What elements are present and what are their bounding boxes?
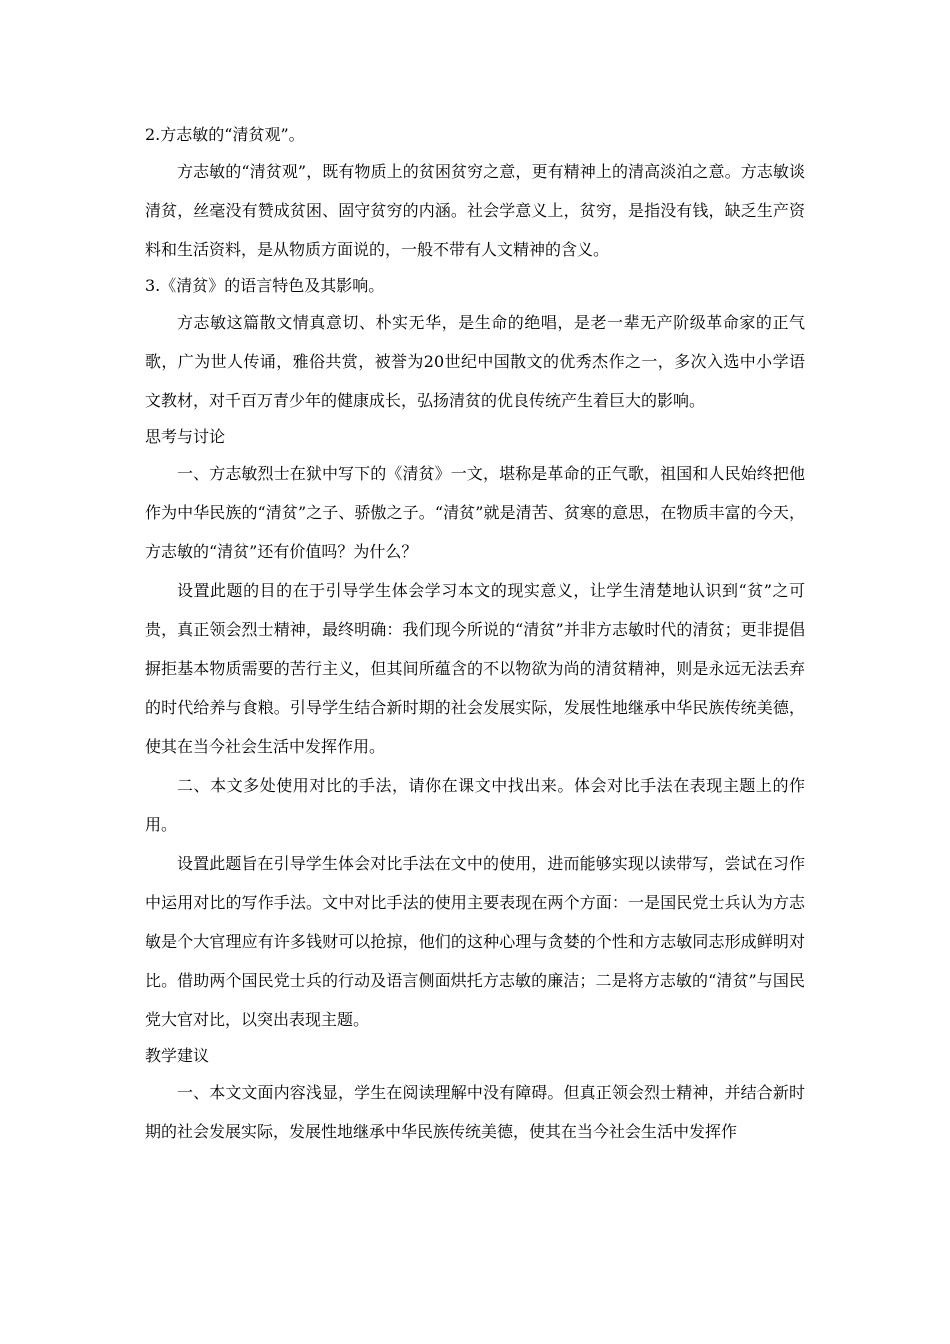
teaching-suggestions-heading: 教学建议 bbox=[145, 1046, 210, 1065]
document-page bbox=[145, 118, 805, 1151]
discussion-answer-2: 设置此题旨在引导学生体会对比手法在文中的使用，进而能够实现以读带写，尝试在习作中运用对比的写作手法。文中对比手法的使用主要表现在两个方面：一是国民党士兵认为方志敏是个大官理应有许多钱财可以抢掠，他们的这种心理与贪婪的个性和方志敏同志形成鲜明对比。借助两个国民党士兵的行动及语言侧面烘托方志敏的廉洁；二是将方志敏的“清贫”与国民党大官对比，以突出表现主题。 bbox=[145, 854, 805, 1029]
section-2-paragraph: 方志敏的“清贫观”，既有物质上的贫困贫穷之意，更有精神上的清高淡泊之意。方志敏谈清贫，丝毫没有赞成贫困、固守贫穷的内涵。社会学意义上，贫穷，是指没有钱，缺乏生产资料和生活资料，是从物质方面说的，一般不带有人文精神的含义。 bbox=[145, 162, 805, 259]
teaching-suggestion-1: 一、本文文面内容浅显，学生在阅读理解中没有障碍。但真正领会烈士精神，并结合新时期的社会发展实际，发展性地继承中华民族传统美德，使其在当今社会生活中发挥作 bbox=[145, 1083, 805, 1141]
section-2-heading: 2.方志敏的“清贫观”。 bbox=[145, 125, 305, 144]
discussion-answer-1: 设置此题的目的在于引导学生体会学习本文的现实意义，让学生清楚地认识到“贫”之可贵，真正领会烈士精神，最终明确：我们现今所说的“清贫”并非方志敏时代的清贫；更非提倡摒拒基本物质需要的苦行主义，但其间所蕴含的不以物欲为尚的清贫精神，则是永远无法丢弃的时代给养与食粮。引导学生结合新时期的社会发展实际，发展性地继承中华民族传统美德，使其在当今社会生活中发挥作用。 bbox=[145, 581, 805, 756]
discussion-heading: 思考与讨论 bbox=[145, 427, 226, 446]
discussion-question-1: 一、方志敏烈士在狱中写下的《清贫》一文，堪称是革命的正气歌，祖国和人民始终把他作为中华民族的“清贫”之子、骄傲之子。“清贫”就是清苦、贫寒的意思，在物质丰富的今天，方志敏的“清贫”还有价值吗？为什么？ bbox=[145, 464, 805, 561]
discussion-question-2: 二、本文多处使用对比的手法，请你在课文中找出来。体会对比手法在表现主题上的作用。 bbox=[145, 776, 805, 834]
section-3-heading: 3.《清贫》的语言特色及其影响。 bbox=[145, 276, 385, 295]
section-3-paragraph: 方志敏这篇散文情真意切、朴实无华，是生命的绝唱，是老一辈无产阶级革命家的正气歌，广为世人传诵，雅俗共赏，被誉为20世纪中国散文的优秀杰作之一，多次入选中小学语文教材，对千百万青少年的健康成长，弘扬清贫的优良传统产生着巨大的影响。 bbox=[145, 313, 805, 410]
